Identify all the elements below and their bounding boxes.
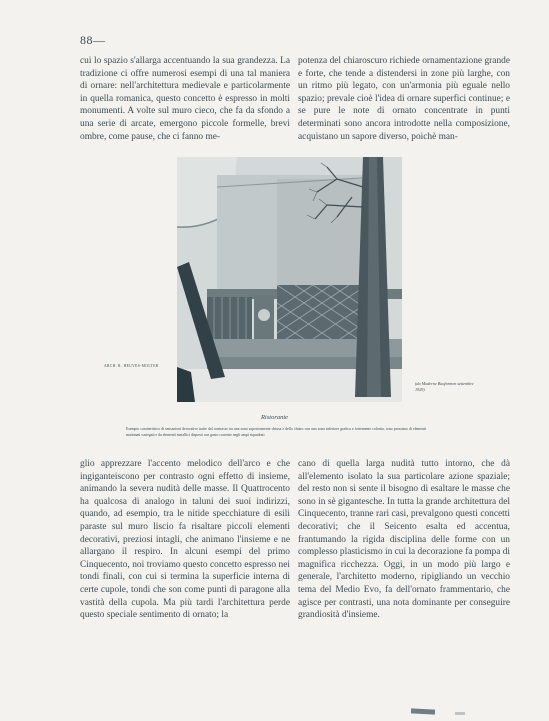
paragraph: potenza del chiaroscuro richiede ornamentazione grande e forte, che tende a distendersi in zone più larghe, con un ritmo più legato, con un'armonia più eguale nello spazio; prevale cioè l'idea di ornare superfici continue; e se pure le note di ornato concentrate in punti determinati sono ancora introdotte nella composizione, acquistano un sapore diverso, poichè man- [298,56,510,142]
paragraph: glio apprezzare l'accento melodico dell'arco e che ingiganteiscono per contrasto ogni effetto di insieme, animando la severa nudità delle masse. Il Quattrocento ha qualcosa di analogo in taluni dei suoi indirizzi, quando, ad esempio, tra le nitide specchiature di esili paraste sul muro liscio fa risaltare piccoli elementi decorativi, preziosi intagli, che animano l'insieme e ne allargano il respiro. In alcuni esempi del primo Cinquecento, noi troviamo questo concetto espresso nei tondi finali, con cui si termina la superficie interna di certe cupole, tondi che son come punti di paragone alla vastità della cupola. Ma più tardi l'architettura perde questo speciale sentimento di ornato; la [80,459,290,621]
text-column-bottom-right [298,458,510,622]
page-number: 88— [80,33,106,47]
source-credit: (da Moderne Bauformen settembre 1929) [415,381,474,392]
architect-credit: ARCH. R. HEUVES-MOLTER [104,364,159,368]
scan-mark [455,712,465,715]
caption-body: Esempio caratteristico di sensazioni decorative tratte dal contrasto tra una zona superiormente chiusa e dello chiaro con una zona inferiore grafica e fortemente colorita, tono prossimo di elementi mattonati variegati e da elementi metallici disposti con gusto corrente negli ampi riquadrati [126,427,426,437]
text-column-top-left [80,55,290,143]
photo-illustration [177,157,402,402]
text-column-top-right [298,55,510,143]
paragraph: cano di quella larga nudità tutto intorno, che dà all'elemento isolato la sua particolare azione spaziale; del resto non si sente il bisogno di esaltare le masse che sono in sè gigantesche. In tutta la grande architettura del Cinquecento, tranne rari casi, prevalgono questi concetti decorativi; che il Seicento esalta ed accentua, frantumando la rigida disciplina delle forme con un complesso plasticismo in cui la decorazione fa pompa di magnifica ricchezza. Oggi, in un modo più largo e generale, l'architetto moderno, ripigliando un vecchio tema del Medio Evo, fa dell'ornato frammentario, che agisce per contrasti, una nota dominante per conseguire grandiosità d'insieme. [298,459,510,621]
restaurant-photo [177,157,402,402]
caption-title: Ristorante [260,414,289,421]
paragraph: cui lo spazio s'allarga accentuando la sua grandezza. La tradizione ci offre numerosi esempi di una tal maniera di ornare: nell'architettura medievale e particolarmente in quella romanica, questo concetto è espresso in molti monumenti. A volte sul muro cieco, che fa da sfondo a una serie di arcate, emergono piccole formelle, brevi ombre, come pause, che ci fanno me- [80,56,290,142]
text-column-bottom-left [80,458,290,622]
scan-mark [411,708,435,714]
